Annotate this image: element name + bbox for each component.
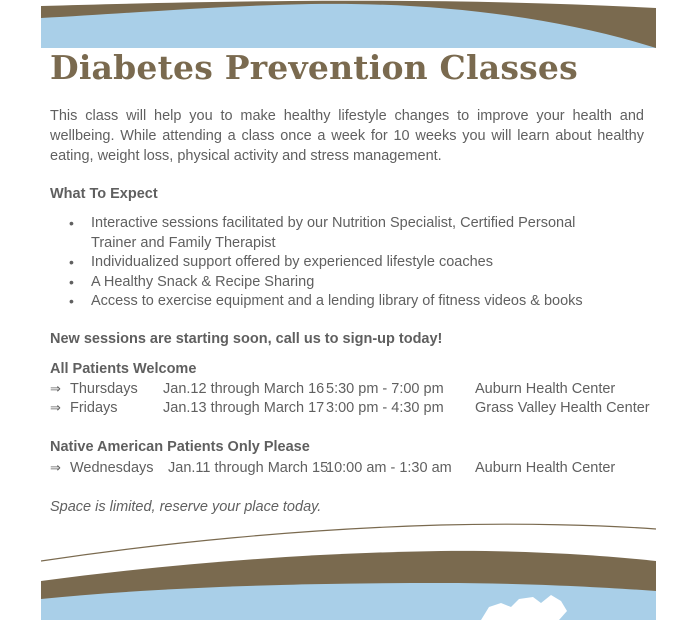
list-item: • A Healthy Snack & Recipe Sharing (50, 273, 610, 293)
bullet-icon: • (69, 273, 74, 290)
schedule-time: 10:00 am - 1:30 am (326, 460, 452, 476)
schedule-dates: Jan.12 through March 16 (163, 381, 325, 397)
arrow-icon: ⇒ (50, 460, 61, 475)
expect-list (50, 214, 610, 312)
schedule-location: Auburn Health Center (475, 381, 616, 397)
schedule-day: Fridays (70, 400, 118, 416)
schedule-day: Wednesdays (70, 460, 154, 476)
schedule-time: 5:30 pm - 7:00 pm (326, 381, 444, 397)
schedule-day: Thursdays (70, 381, 138, 397)
what-to-expect-heading: What To Expect (50, 186, 158, 202)
schedule-location: Grass Valley Health Center (475, 400, 650, 416)
schedule-time: 3:00 pm - 4:30 pm (326, 400, 444, 416)
schedule-dates: Jan.13 through March 17 (163, 400, 325, 416)
native-american-heading: Native American Patients Only Please (50, 439, 310, 455)
bullet-icon: • (69, 293, 74, 309)
list-item: • Individualized support offered by experienced lifestyle coaches (50, 253, 610, 273)
top-wave-decoration (41, 0, 656, 48)
intro-paragraph: This class will help you to make healthy lifestyle changes to improve your health and wellbeing. While attending a class once a week for 10 weeks you will learn about healthy eating, weight loss, physical activity and stress management. (50, 108, 644, 164)
bullet-icon: • (69, 254, 74, 270)
list-item: • Interactive sessions facilitated by our Nutrition Specialist, Certified Personal Trainer and Family Therapist (69, 215, 576, 251)
page-title: Diabetes Prevention Classes (50, 48, 578, 87)
all-patients-heading: All Patients Welcome (50, 361, 197, 377)
bottom-wave-decoration (41, 515, 656, 620)
schedule-location: Auburn Health Center (475, 460, 616, 476)
space-limited-note: Space is limited, reserve your place today. (50, 499, 322, 515)
schedule-dates: Jan.11 through March 15 (168, 460, 329, 476)
arrow-icon: ⇒ (50, 381, 61, 396)
list-item: • Access to exercise equipment and a lending library of fitness videos & books (50, 292, 610, 312)
arrow-icon: ⇒ (50, 400, 61, 415)
signup-callout: New sessions are starting soon, call us to sign-up today! (50, 331, 443, 347)
bullet-icon: • (69, 215, 74, 231)
